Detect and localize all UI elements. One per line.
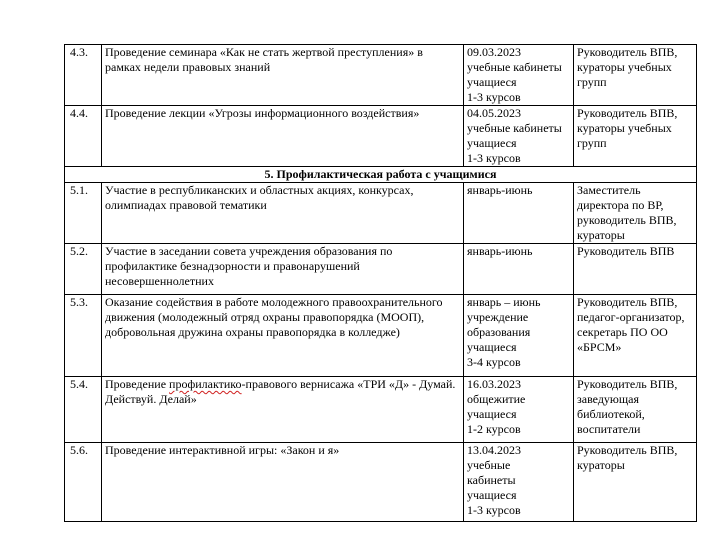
event-description: Проведение семинара «Как не стать жертвой преступления» в рамках недели правовых знаний [102,45,464,106]
date-place: 04.05.2023 учебные кабинеты учащиеся 1-3 курсов [464,106,574,167]
event-description: Проведение лекции «Угрозы информационного воздействия» [102,106,464,167]
date-place: январь – июнь учреждение образования учащиеся 3-4 курсов [464,295,574,377]
event-description: Оказание содействия в работе молодежного правоохранительного движения (молодежный отряд охраны правопорядка (МООП), добровольная дружина охраны правопорядка в колледже) [102,295,464,377]
table-row [65,106,697,167]
misspelled-word: профилактико [169,377,242,391]
row-number: 4.4. [65,106,102,167]
row-number: 5.4. [65,377,102,443]
responsible: Руководитель ВПВ, кураторы учебных групп [574,45,697,106]
date-place: 16.03.2023 общежитие учащиеся 1-2 курсов [464,377,574,443]
date-place: 09.03.2023 учебные кабинеты учащиеся 1-3 курсов [464,45,574,106]
table-row [65,295,697,377]
table-row [65,377,697,443]
responsible: Руководитель ВПВ, кураторы учебных групп [574,106,697,167]
responsible: Руководитель ВПВ [574,244,697,295]
responsible: Заместитель директора по ВР, руководитель ВПВ, кураторы [574,183,697,244]
responsible: Руководитель ВПВ, заведующая библиотекой, воспитатели [574,377,697,443]
event-description: Участие в заседании совета учреждения образования по профилактике безнадзорности и правонарушений несовершеннолетних [102,244,464,295]
row-number: 4.3. [65,45,102,106]
event-description: Проведение интерактивной игры: «Закон и я» [102,443,464,522]
date-place: январь-июнь [464,183,574,244]
date-place: 13.04.2023 учебные кабинеты учащиеся 1-3 курсов [464,443,574,522]
table-row [65,183,697,244]
table-row [65,244,697,295]
date-place: январь-июнь [464,244,574,295]
event-text-suffix: -правового вернисажа «ТРИ «Д» - Думай. Действуй. Делай» [105,377,456,406]
event-text-prefix: Проведение [105,377,170,391]
section-title: 5. Профилактическая работа с учащимися [65,167,697,183]
table-row [65,443,697,522]
row-number: 5.3. [65,295,102,377]
event-description: Участие в республиканских и областных акциях, конкурсах, олимпиадах правовой тематики [102,183,464,244]
activity-plan-table [64,44,697,522]
row-number: 5.2. [65,244,102,295]
event-description [102,377,464,443]
section-header-row [65,167,697,183]
responsible: Руководитель ВПВ, кураторы [574,443,697,522]
responsible: Руководитель ВПВ, педагог-организатор, секретарь ПО ОО «БРСМ» [574,295,697,377]
row-number: 5.1. [65,183,102,244]
row-number: 5.6. [65,443,102,522]
table-row [65,45,697,106]
